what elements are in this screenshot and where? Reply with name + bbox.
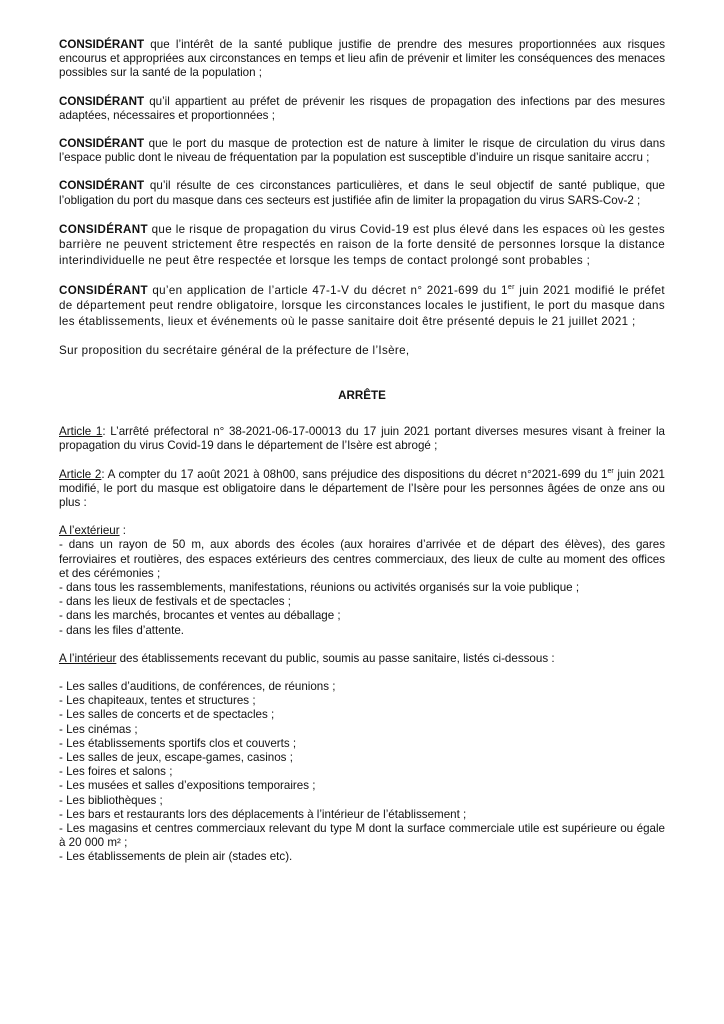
considerant-keyword: CONSIDÉRANT <box>59 38 145 51</box>
considerant-keyword: CONSIDÉRANT <box>59 137 145 151</box>
article-1-label: Article 1 <box>59 425 103 439</box>
list-item: - Les établissements de plein air (stades etc). <box>59 850 293 864</box>
considerant-keyword: CONSIDÉRANT <box>59 222 148 236</box>
considerant-text: que l’intérêt de la santé publique justifie de prendre des mesures proportionnées aux risques encourus et appropriées aux circonstances en temps et lieu afin de prévenir et limiter les conséquences des menaces possibles sur la santé de la population ; <box>59 38 665 80</box>
list-item: - Les cinémas ; <box>59 722 138 736</box>
article-2 <box>59 468 665 511</box>
list-item: - dans un rayon de 50 m, aux abords des écoles (aux horaires d’arrivée et de départ des élèves), des gares ferroviaires et routières, des espaces extérieurs des centres commerciaux, des lieux de culte au moment des offices et des cérémonies ; <box>59 538 665 580</box>
exterieur-heading-line <box>59 524 665 538</box>
arrete-title: ARRÊTE <box>338 388 386 402</box>
ordinal-superscript: er <box>607 467 614 475</box>
list-item: - Les chapiteaux, tentes et structures ; <box>59 694 256 708</box>
exterieur-section <box>59 524 665 638</box>
considerant-text: qu’il appartient au préfet de prévenir les risques de propagation des infections par des mesures adaptées, nécessaires et proportionnées ; <box>59 94 665 122</box>
article-2-text-continued: juin 2021 modifié, le port du masque est obligatoire dans le département de l’Isère pour les personnes âgées de onze ans ou plus : <box>59 467 665 509</box>
considerant-text: que le risque de propagation du virus Covid-19 est plus élevé dans les espaces où les gestes barrière ne peuvent strictement être respectés en raison de la forte densité de personnes lorsque la distance interindividuelle ne peut être respectée et lorsque les temps de contact prolongé sont probables ; <box>59 222 665 268</box>
article-1-text: : L’arrêté préfectoral n° 38-2021-06-17-00013 du 17 juin 2021 portant diverses mesures visant à freiner la propagation du virus Covid-19 dans le département de l’Isère est abrogé ; <box>59 425 665 453</box>
list-item: - Les bars et restaurants lors des déplacements à l’intérieur de l’établissement ; <box>59 807 467 821</box>
interieur-section <box>59 652 665 865</box>
considerant-keyword: CONSIDÉRANT <box>59 283 148 297</box>
article-2-label: Article 2 <box>59 467 102 481</box>
considerant-text: qu’en application de l’article 47-1-V du décret n° 2021-699 du 1 <box>147 283 508 297</box>
interieur-heading: A l’intérieur <box>59 651 117 665</box>
considerant-paragraph <box>59 95 665 123</box>
list-item: - Les bibliothèques ; <box>59 793 163 807</box>
list-item: - Les musées et salles d’expositions temporaires ; <box>59 779 316 793</box>
considerant-text-continued: juin 2021 modifié le préfet de département peut rendre obligatoire, lorsque les circonstances locales le justifient, le port du masque dans les établissements, lieux et événements où le passe sanitaire doit être présenté depuis le 21 juillet 2021 ; <box>59 283 666 328</box>
list-item: - dans les files d’attente. <box>59 623 185 637</box>
interieur-heading-suffix: des établissements recevant du public, soumis au passe sanitaire, listés ci-dessous : <box>116 651 555 665</box>
considerant-paragraph <box>59 137 665 165</box>
list-item: - dans les lieux de festivals et de spectacles ; <box>59 595 291 609</box>
considerant-text: que le port du masque de protection est de nature à limiter le risque de circulation du virus dans l’espace public dont le niveau de fréquentation par la population est susceptible d’induire un risque sanitaire accru ; <box>59 137 665 165</box>
list-item: - Les foires et salons ; <box>59 765 173 779</box>
ordinal-superscript: er <box>507 283 515 291</box>
exterieur-heading: A l’extérieur <box>59 524 120 538</box>
list-item: - dans tous les rassemblements, manifestations, réunions ou activités organisés sur la voie publique ; <box>59 581 580 595</box>
considerant-text: qu’il résulte de ces circonstances particulières, et dans le seul objectif de santé publique, que l’obligation du port du masque dans ces secteurs est justifiée afin de limiter la propagation du virus SARS-Cov-2 ; <box>59 179 665 207</box>
document-page <box>59 38 665 865</box>
list-item: - Les établissements sportifs clos et couverts ; <box>59 736 297 750</box>
spacer <box>59 638 665 652</box>
article-1 <box>59 425 665 453</box>
considerant-paragraph <box>59 179 665 207</box>
proposition-line: Sur proposition du secrétaire général de la préfecture de l’Isère, <box>59 344 410 358</box>
interieur-heading-line <box>59 652 665 666</box>
considerant-keyword: CONSIDÉRANT <box>59 179 145 193</box>
list-item: - Les salles de concerts et de spectacles ; <box>59 708 275 722</box>
list-item: - dans les marchés, brocantes et ventes au déballage ; <box>59 609 341 623</box>
list-item: - Les salles de jeux, escape-games, casinos ; <box>59 751 293 765</box>
list-item: - Les magasins et centres commerciaux relevant du type M dont la surface commerciale utile est supérieure ou égale à 20 000 m² ; <box>59 822 665 850</box>
considerant-keyword: CONSIDÉRANT <box>59 94 145 108</box>
considerant-paragraph <box>59 222 665 269</box>
considerant-paragraph <box>59 38 665 81</box>
exterieur-heading-suffix: : <box>119 524 127 538</box>
considerant-paragraph <box>59 283 665 330</box>
article-2-text: : A compter du 17 août 2021 à 08h00, sans préjudice des dispositions du décret n°2021-699 du 1 <box>101 467 608 481</box>
spacer <box>59 666 665 680</box>
list-item: - Les salles d’auditions, de conférences, de réunions ; <box>59 680 336 694</box>
